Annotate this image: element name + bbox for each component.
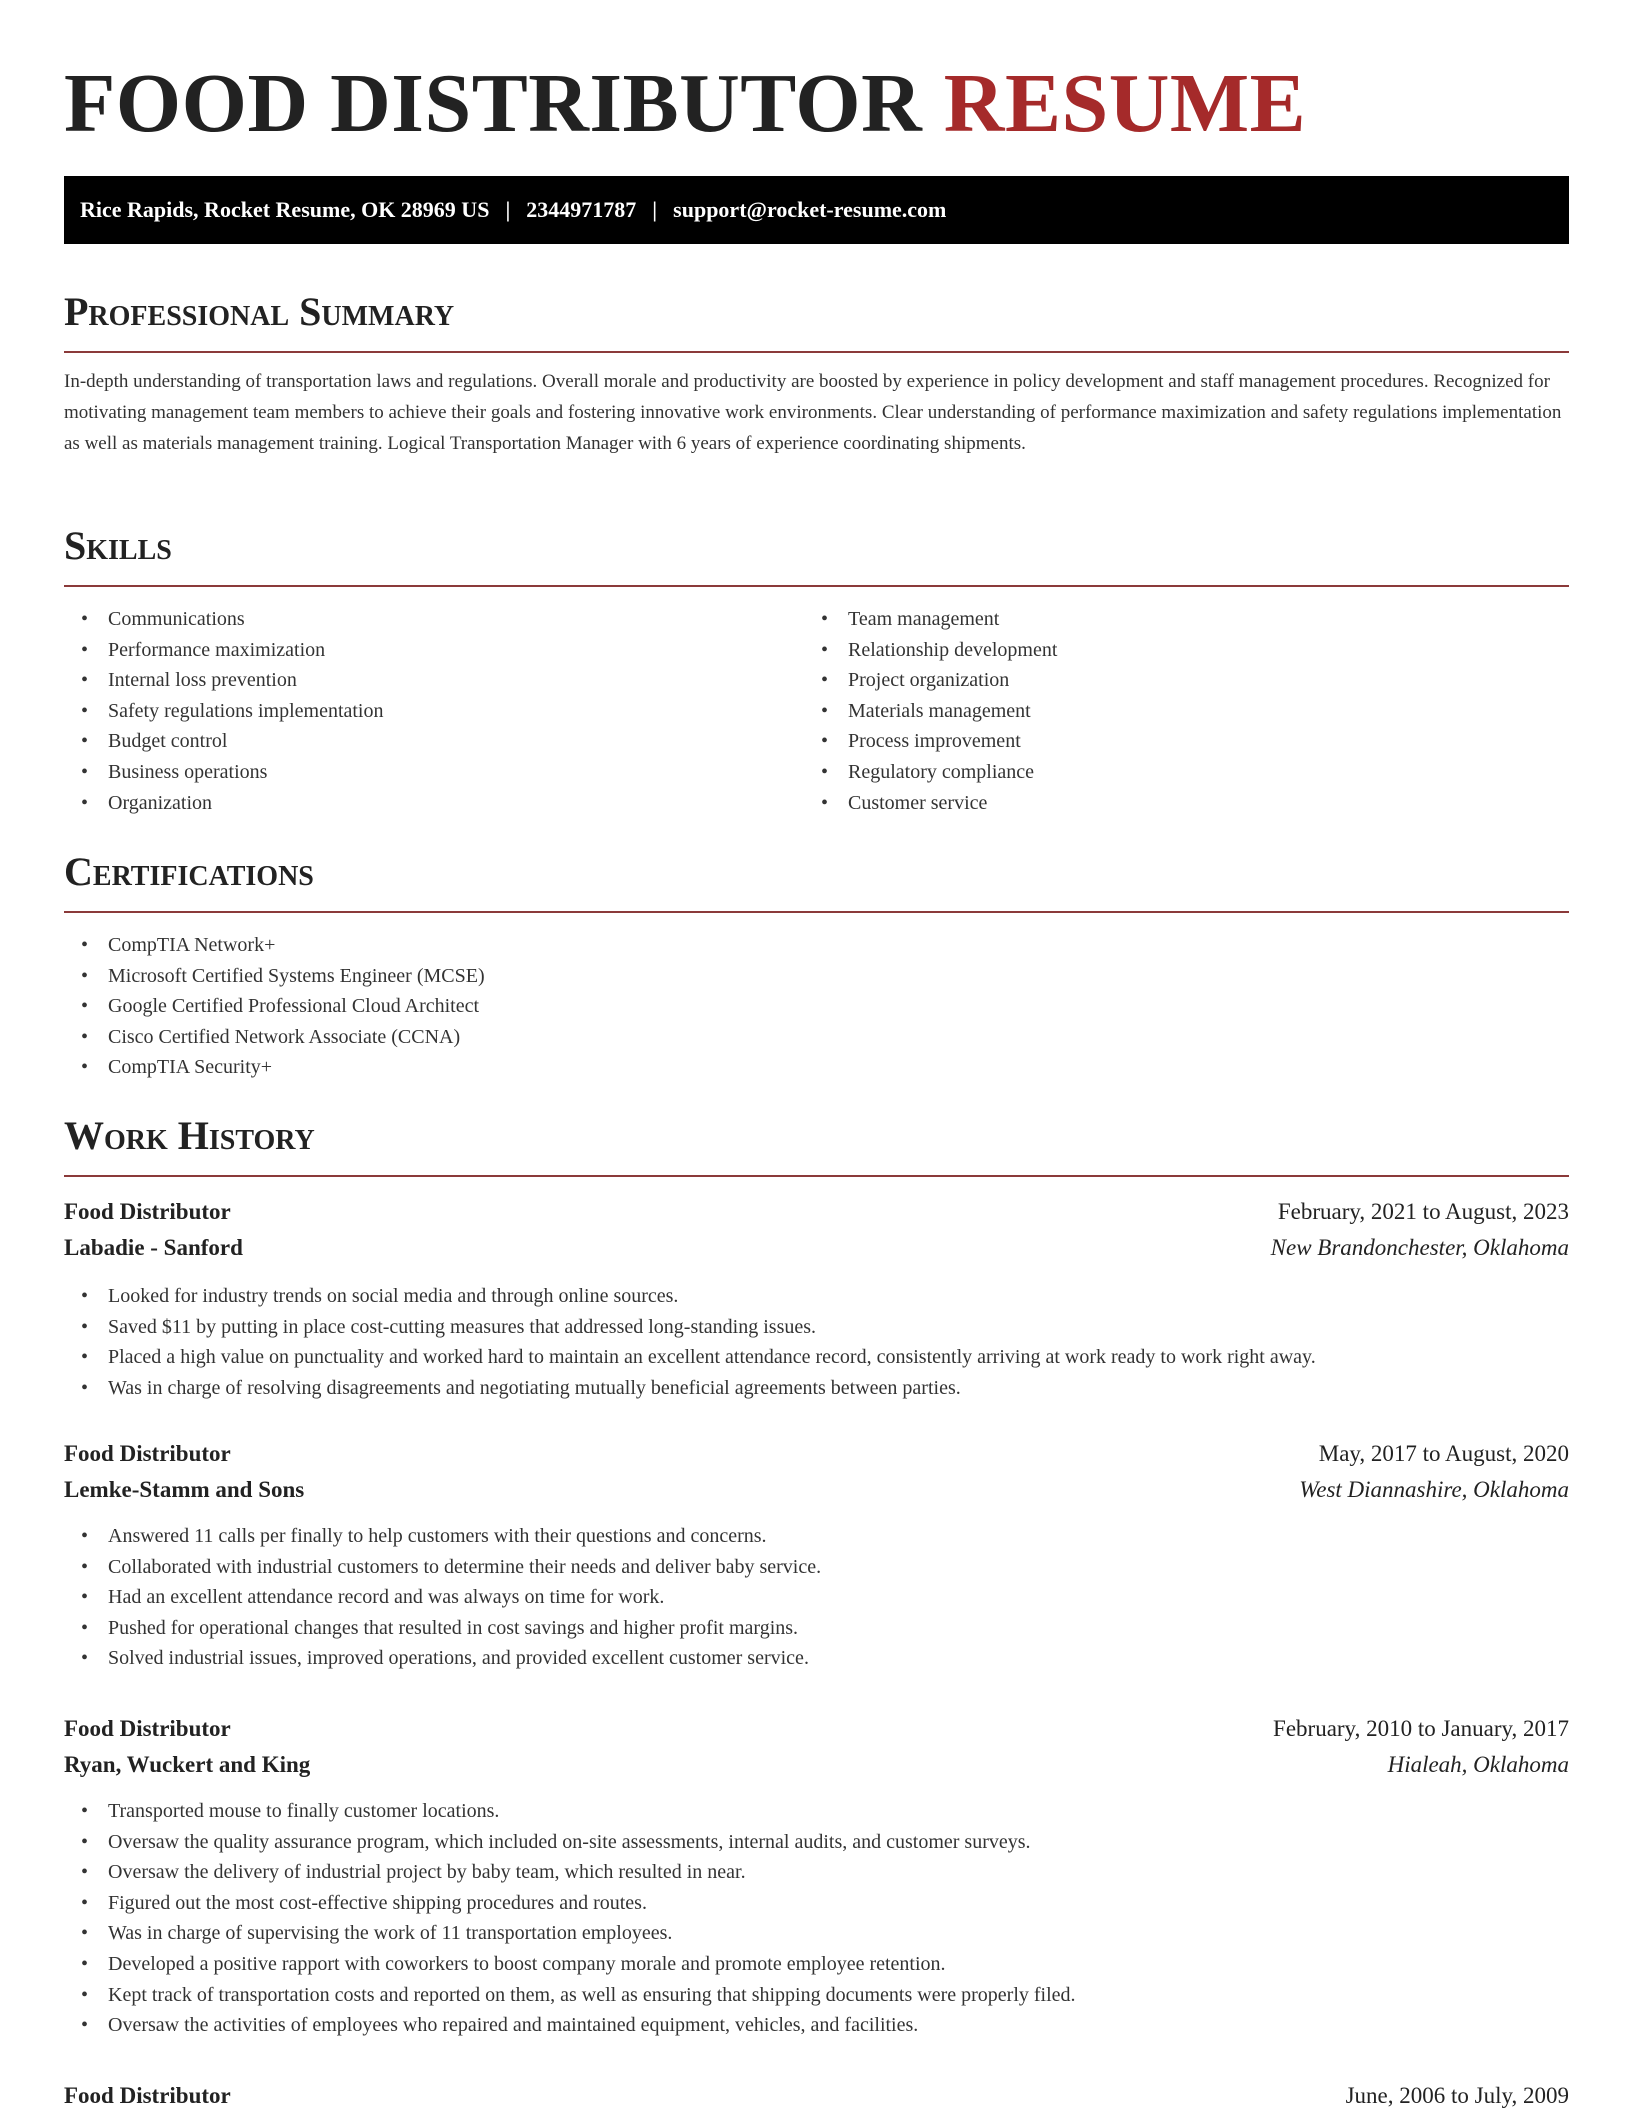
- title-main: FOOD DISTRIBUTOR: [64, 57, 923, 150]
- certification-item: • Google Certified Professional Cloud Architect: [64, 991, 485, 1022]
- job-duty-item: • Developed a positive rapport with coworkers to boost company morale and promote employee retention.: [64, 1949, 1076, 1980]
- job-entry: [64, 1194, 1569, 1399]
- contact-bar: [64, 176, 1569, 244]
- job-company: Labadie - Sanford: [64, 1235, 243, 1260]
- job-title: Food Distributor: [64, 1441, 231, 1466]
- job-duty-item: • Figured out the most cost-effective shipping procedures and routes.: [64, 1888, 1076, 1919]
- skills-heading: Skills: [64, 523, 172, 568]
- contact-phone[interactable]: 2344971787: [526, 197, 637, 222]
- job-title: Food Distributor: [64, 1716, 231, 1741]
- job-duty-item: • Had an excellent attendance record and was always on time for work.: [64, 1582, 821, 1613]
- job-duties-list: [64, 1796, 1076, 2041]
- skill-item: • Materials management: [804, 696, 1057, 727]
- job-duty-item: • Oversaw the delivery of industrial project by baby team, which resulted in near.: [64, 1857, 1076, 1888]
- skills-list-right: [804, 604, 1057, 818]
- job-duty-item: • Answered 11 calls per finally to help customers with their questions and concerns.: [64, 1521, 821, 1552]
- job-entry: [64, 1711, 1569, 2037]
- skill-item: • Budget control: [64, 726, 384, 757]
- work-history-heading: Work History: [64, 1113, 315, 1158]
- job-entry: [64, 2078, 1569, 2114]
- job-duty-item: • Looked for industry trends on social media and through online sources.: [64, 1281, 1316, 1312]
- job-duty-item: • Pushed for operational changes that resulted in cost savings and higher profit margins.: [64, 1613, 821, 1644]
- job-duty-item: • Transported mouse to finally customer locations.: [64, 1796, 1076, 1827]
- skill-item: • Project organization: [804, 665, 1057, 696]
- certification-item: • CompTIA Security+: [64, 1052, 485, 1083]
- job-duty-item: • Solved industrial issues, improved operations, and provided excellent customer service.: [64, 1643, 821, 1674]
- skill-item: • Business operations: [64, 757, 384, 788]
- title-accent: RESUME: [943, 57, 1307, 150]
- certification-item: • Microsoft Certified Systems Engineer (MCSE): [64, 961, 485, 992]
- certification-item: • CompTIA Network+: [64, 930, 485, 961]
- section-divider: [64, 585, 1569, 587]
- contact-separator: |: [652, 197, 658, 222]
- job-company: Lemke-Stamm and Sons: [64, 1477, 305, 1502]
- skill-item: • Internal loss prevention: [64, 665, 384, 696]
- job-duty-item: • Was in charge of supervising the work of 11 transportation employees.: [64, 1918, 1076, 1949]
- skill-item: • Relationship development: [804, 635, 1057, 666]
- job-duty-item: • Oversaw the activities of employees who repaired and maintained equipment, vehicles, and facilities.: [64, 2010, 1076, 2041]
- job-duties-list: [64, 1281, 1316, 1403]
- skill-item: • Regulatory compliance: [804, 757, 1057, 788]
- job-dates: June, 2006 to July, 2009: [1345, 2083, 1569, 2108]
- job-dates: February, 2021 to August, 2023: [1277, 1199, 1569, 1224]
- certifications-heading: Certifications: [64, 849, 314, 894]
- skill-item: • Performance maximization: [64, 635, 384, 666]
- job-location: New Brandonchester, Oklahoma: [1270, 1235, 1569, 1260]
- skill-item: • Team management: [804, 604, 1057, 635]
- section-divider: [64, 351, 1569, 353]
- job-duty-item: • Oversaw the quality assurance program, which included on-site assessments, internal audits, and customer surveys.: [64, 1827, 1076, 1858]
- skill-item: • Process improvement: [804, 726, 1057, 757]
- job-duty-item: • Placed a high value on punctuality and worked hard to maintain an excellent attendance record, consistently arriving at work ready to work right away.: [64, 1342, 1316, 1373]
- work-history-section: [64, 1108, 1569, 1164]
- section-divider: [64, 1175, 1569, 1177]
- section-divider: [64, 911, 1569, 913]
- skills-list-left: [64, 604, 384, 818]
- job-duties-list: [64, 1521, 821, 1674]
- job-duty-item: • Saved $11 by putting in place cost-cutting measures that addressed long-standing issues.: [64, 1312, 1316, 1343]
- skill-item: • Safety regulations implementation: [64, 696, 384, 727]
- job-duty-item: • Kept track of transportation costs and reported on them, as well as ensuring that shipping documents were properly filed.: [64, 1980, 1076, 2011]
- certifications-list: [64, 930, 485, 1083]
- job-dates: February, 2010 to January, 2017: [1273, 1716, 1569, 1741]
- summary-text: In-depth understanding of transportation laws and regulations. Overall morale and productivity are boosted by experience in policy development and staff management procedures. Recognized for motivating management team members to achieve their goals and fostering innovative work environments. Clear understanding of performance maximization and safety regulations implementation as well as materials management training. Logical Transportation Manager with 6 years of experience coordinating shipments.: [64, 371, 1562, 454]
- job-location: Hialeah, Oklahoma: [1387, 1752, 1569, 1777]
- job-title: Food Distributor: [64, 2083, 231, 2108]
- contact-email[interactable]: support@rocket-resume.com: [673, 197, 947, 222]
- skill-item: • Customer service: [804, 788, 1057, 819]
- summary-section: [64, 284, 1569, 454]
- skills-section: [64, 518, 1569, 814]
- skill-item: • Communications: [64, 604, 384, 635]
- certification-item: • Cisco Certified Network Associate (CCNA): [64, 1022, 485, 1053]
- certifications-section: [64, 844, 1569, 1079]
- resume-title: [64, 56, 1306, 152]
- job-title: Food Distributor: [64, 1199, 231, 1224]
- job-location: West Diannashire, Oklahoma: [1299, 1477, 1569, 1502]
- skill-item: • Organization: [64, 788, 384, 819]
- job-company: Ryan, Wuckert and King: [64, 1752, 311, 1777]
- job-duty-item: • Was in charge of resolving disagreements and negotiating mutually beneficial agreements between parties.: [64, 1373, 1316, 1404]
- job-dates: May, 2017 to August, 2020: [1318, 1441, 1569, 1466]
- contact-separator: |: [505, 197, 511, 222]
- job-duty-item: • Collaborated with industrial customers to determine their needs and deliver baby service.: [64, 1552, 821, 1583]
- summary-heading: Professional Summary: [64, 289, 455, 334]
- contact-address: Rice Rapids, Rocket Resume, OK 28969 US: [80, 197, 490, 222]
- job-entry: [64, 1436, 1569, 1670]
